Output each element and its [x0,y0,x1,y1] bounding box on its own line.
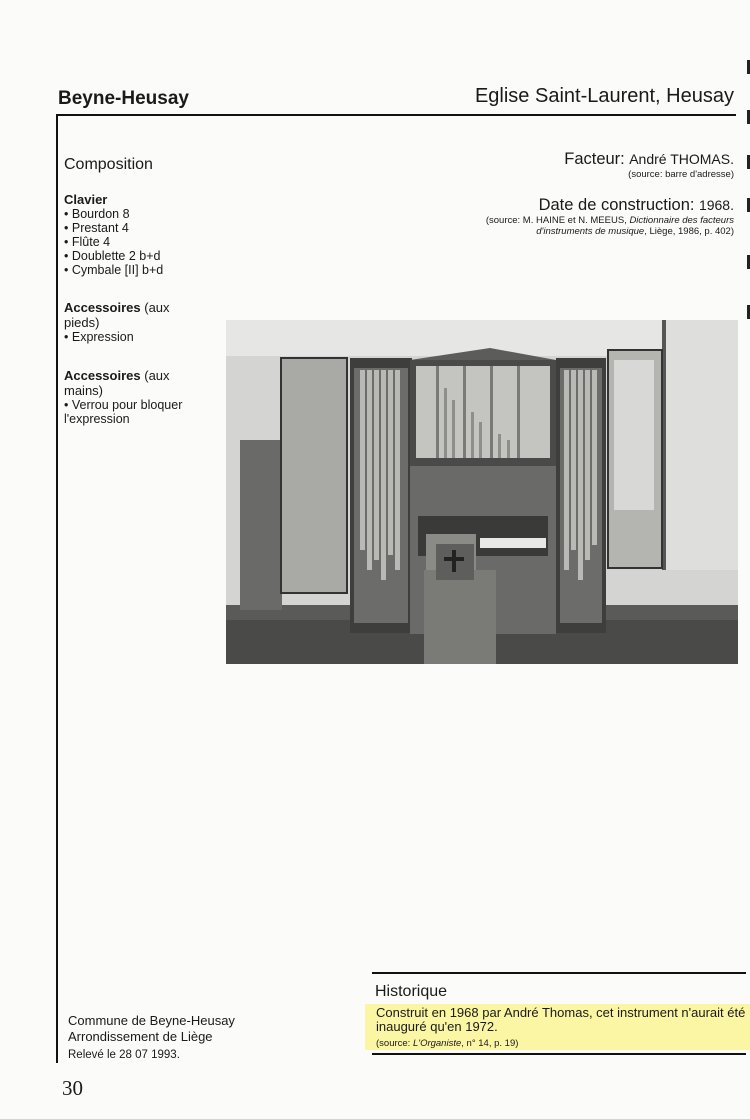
date-source-title1: Dictionnaire des facteurs [629,215,734,226]
facteur-value: André THOMAS. [629,151,734,167]
historique-source-title: L'Organiste [412,1038,462,1049]
clavier-item: • Cymbale [II] b+d [64,263,224,277]
accessoires-pieds-section [64,300,194,344]
accessoires-mains-label: Accessoires [64,368,141,383]
accessoires-mains-list [64,398,204,426]
accessoires-pieds-list [64,330,194,344]
accessoires-pieds-label: Accessoires [64,300,141,315]
clavier-item: • Doublette 2 b+d [64,249,224,263]
historique-source-prefix: (source: [376,1038,411,1049]
clavier-title: Clavier [64,192,108,207]
historique-rule-bottom [372,1053,746,1055]
clavier-list [64,207,224,277]
arrondissement-name: Arrondissement de Liège [68,1029,213,1044]
date-source-prefix: (source: M. HAINE et N. MEEUS, [485,215,627,226]
historique-title: Historique [375,983,448,1000]
facteur-source: (source: barre d'adresse) [628,169,734,180]
date-source-line1 [486,215,734,226]
historique-source-suffix: , n° 14, p. 19) [461,1038,519,1049]
commune-name: Commune de Beyne-Heusay [68,1013,235,1028]
facteur-block [564,150,734,180]
commune-block [68,1013,235,1045]
church-title: Eglise Saint-Laurent, Heusay [474,85,734,107]
accessoires-mains-item: • Verrou pour bloquer l'expression [64,398,204,426]
releve-date: Relevé le 28 07 1993. [68,1049,180,1061]
accessoires-pieds-item: • Expression [64,330,194,344]
date-block [486,196,734,237]
page-number: 30 [62,1076,83,1100]
historique-text: Construit en 1968 par André Thomas, cet instrument n'aurait été inauguré qu'en 1972. [376,1005,746,1034]
accessoires-pieds-title [64,300,194,330]
date-label: Date de construction: [538,196,695,214]
accessoires-mains-title [64,368,204,398]
organ-photo [226,320,738,664]
binding-edge-marks [743,40,750,340]
date-source-line2 [486,226,734,237]
accessoires-mains-section [64,368,204,426]
clavier-item: • Bourdon 8 [64,207,224,221]
accessoires-mains-suffix: (aux mains) [64,368,170,398]
header-rule [56,114,736,116]
date-source-title2: d'instruments de musique [536,226,645,237]
date-value: 1968. [698,197,734,213]
historique-source [376,1038,518,1049]
date-source-suffix: , Liège, 1986, p. 402) [644,226,734,237]
clavier-section [64,192,224,277]
historique-rule-top [372,972,746,974]
clavier-item: • Prestant 4 [64,221,224,235]
accessoires-pieds-suffix: (aux pieds) [64,300,170,330]
composition-title: Composition [64,156,153,173]
left-rule [56,116,58,1063]
town-title: Beyne-Heusay [58,88,189,109]
clavier-item: • Flûte 4 [64,235,224,249]
facteur-label: Facteur: [564,150,625,168]
